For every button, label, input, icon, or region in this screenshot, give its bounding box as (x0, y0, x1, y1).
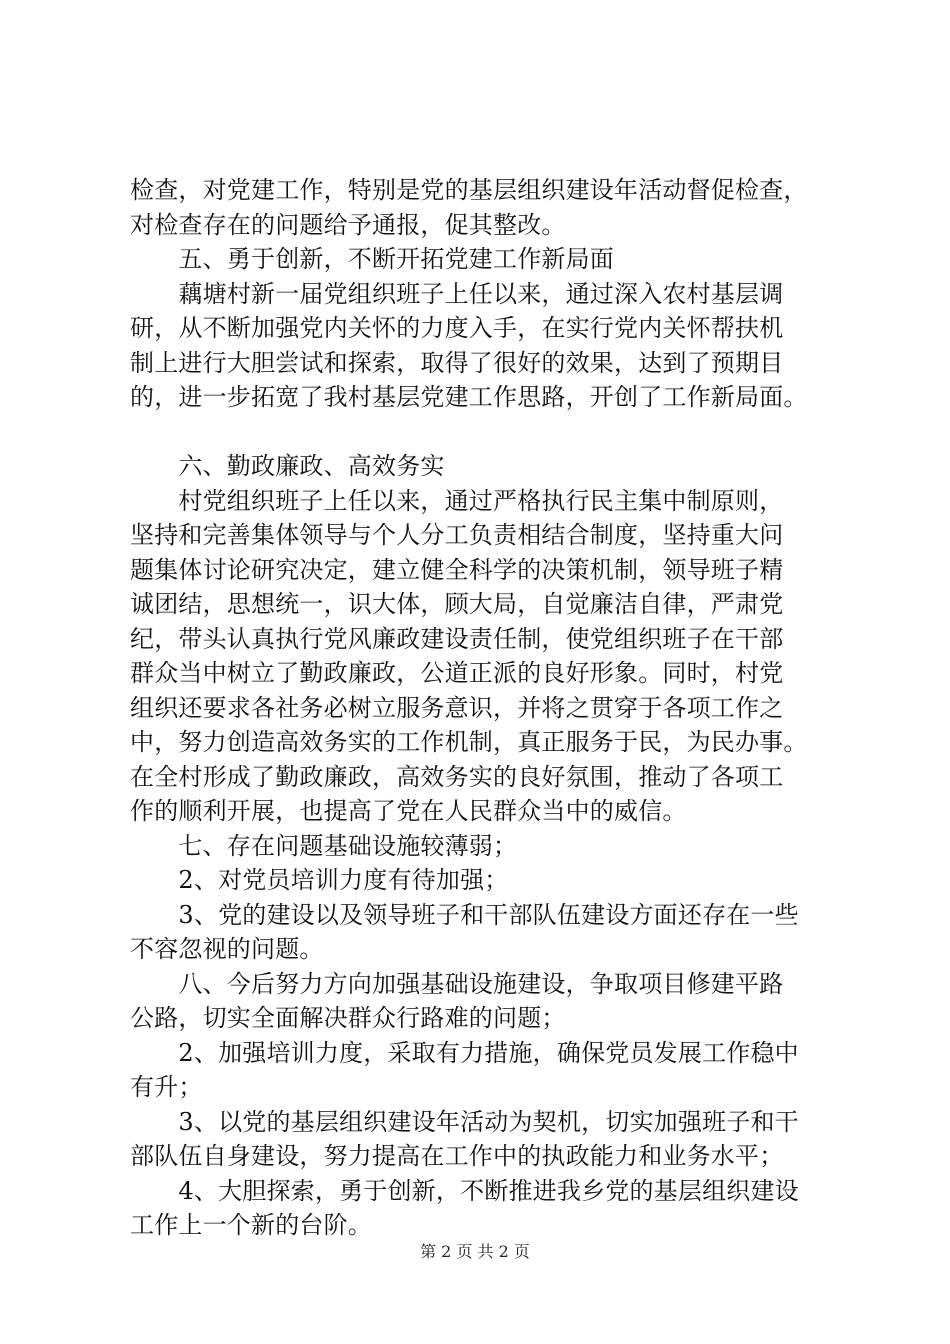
text-line: 研，从不断加强党内关怀的力度入手，在实行党内关怀帮扶机 (130, 314, 784, 342)
list-item: 4、大胆探索，勇于创新，不断推进我乡党的基层组织建设 (130, 1176, 799, 1205)
section-heading-8: 八、今后努力方向加强基础设施建设，争取项目修建平路 (130, 969, 784, 998)
text-line: 诚团结，思想统一，识大体，顾大局，自觉廉洁自律，严肃党 (130, 590, 784, 618)
text-line: 群众当中树立了勤政廉政，公道正派的良好形象。同时，村党 (130, 659, 784, 687)
text-line: 题集体讨论研究决定，建立健全科学的决策机制，领导班子精 (130, 555, 784, 584)
text-line: 藕塘村新一届党组织班子上任以来，通过深入农村基层调 (130, 279, 784, 308)
list-item: 3、以党的基层组织建设年活动为契机，切实加强班子和干 (130, 1107, 799, 1136)
page-number-footer: 第 2 页 共 2 页 (420, 1242, 530, 1261)
text-line: 村党组织班子上任以来，通过严格执行民主集中制原则， (130, 486, 784, 515)
text-line: 作的顺利开展，也提高了党在人民群众当中的威信。 (130, 797, 687, 825)
text-line: 检查，对党建工作，特别是党的基层组织建设年活动督促检查， (130, 176, 808, 204)
text-line: 中，努力创造高效务实的工作机制，真正服务于民，为民办事。 (130, 728, 808, 756)
section-heading-6: 六、勤政廉政、高效务实 (130, 452, 445, 480)
text-line: 部队伍自身建设，努力提高在工作中的执政能力和业务水平； (130, 1142, 784, 1170)
paragraph-gap (130, 415, 850, 450)
text-line: 不容忽视的问题。 (130, 935, 324, 963)
section-heading-7: 七、存在问题基础设施较薄弱； (130, 831, 518, 860)
text-line: 公路，切实全面解决群众行路难的问题； (130, 1004, 566, 1032)
list-item: 2、对党员培训力度有待加强； (130, 866, 509, 894)
document-body (130, 173, 850, 1243)
text-line: 坚持和完善集体领导与个人分工负责相结合制度，坚持重大问 (130, 521, 784, 549)
text-line: 制上进行大胆尝试和探索，取得了很好的效果，达到了预期目 (130, 348, 784, 377)
list-item: 2、加强培训力度，采取有力措施，确保党员发展工作稳中 (130, 1038, 799, 1067)
text-line: 在全村形成了勤政廉政，高效务实的良好氛围，推动了各项工 (130, 762, 784, 791)
text-line: 对检查存在的问题给予通报，促其整改。 (130, 210, 566, 239)
text-line: 的，进一步拓宽了我村基层党建工作思路，开创了工作新局面。 (130, 383, 808, 411)
text-line: 组织还要求各社务必树立服务意识，并将之贯穿于各项工作之 (130, 693, 784, 722)
section-heading-5: 五、勇于创新，不断开拓党建工作新局面 (130, 245, 614, 273)
list-item: 3、党的建设以及领导班子和干部队伍建设方面还存在一些 (130, 900, 799, 929)
text-line: 纪，带头认真执行党风廉政建设责任制，使党组织班子在干部 (130, 624, 784, 653)
text-line: 工作上一个新的台阶。 (130, 1211, 372, 1239)
text-line: 有升； (130, 1073, 203, 1101)
